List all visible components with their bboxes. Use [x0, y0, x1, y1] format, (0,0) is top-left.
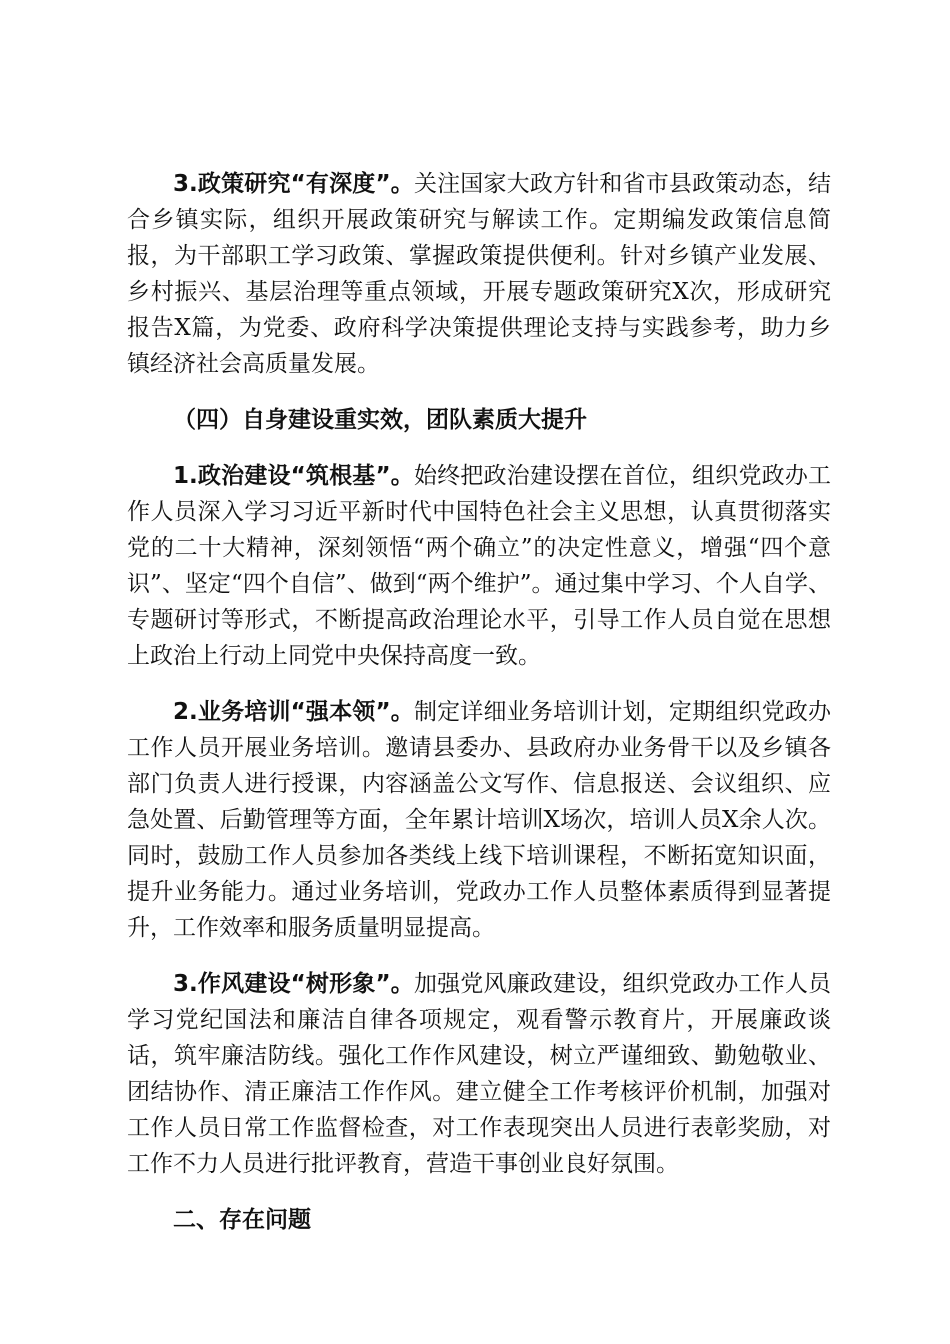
- paragraph-lead: 3.作风建设“树形象”。: [173, 971, 414, 997]
- paragraph-body: 制定详细业务培训计划，定期组织党政办工作人员开展业务培训。邀请县委办、县政府办业务骨干以及乡镇各部门负责人进行授课，内容涵盖公文写作、信息报送、会议组织、应急处置、后勤管理等方面，全年累计培训X场次，培训人员X余人次。同时，鼓励工作人员参加各类线上线下培训课程，不断拓宽知识面，提升业务能力。通过业务培训，党政办工作人员整体素质得到显著提升，工作效率和服务质量明显提高。: [127, 699, 831, 941]
- paragraph-business-training: [127, 694, 831, 946]
- paragraph-policy-research: [127, 166, 831, 382]
- paragraph-body: 始终把政治建设摆在首位，组织党政办工作人员深入学习习近平新时代中国特色社会主义思想，认真贯彻落实党的二十大精神，深刻领悟“两个确立”的决定性意义，增强“四个意识”、坚定“四个自信”、做到“两个维护”。通过集中学习、个人自学、专题研讨等形式，不断提高政治理论水平，引导工作人员自觉在思想上政治上行动上同党中央保持高度一致。: [127, 463, 831, 669]
- paragraph-body: 加强党风廉政建设，组织党政办工作人员学习党纪国法和廉洁自律各项规定，观看警示教育片，开展廉政谈话，筑牢廉洁防线。强化工作作风建设，树立严谨细致、勤勉敬业、团结协作、清正廉洁工作作风。建立健全工作考核评价机制，加强对工作人员日常工作监督检查，对工作表现突出人员进行表彰奖励，对工作不力人员进行批评教育，营造干事创业良好氛围。: [127, 971, 831, 1177]
- paragraph-body: 关注国家大政方针和省市县政策动态，结合乡镇实际，组织开展政策研究与解读工作。定期编发政策信息简报，为干部职工学习政策、掌握政策提供便利。针对乡镇产业发展、乡村振兴、基层治理等重点领域，开展专题政策研究X次，形成研究报告X篇，为党委、政府科学决策提供理论支持与实践参考，助力乡镇经济社会高质量发展。: [127, 171, 831, 377]
- paragraph-work-style: [127, 966, 831, 1182]
- paragraph-lead: 2.业务培训“强本领”。: [173, 699, 414, 725]
- document-page: [127, 166, 831, 1238]
- section-heading-existing-problems: 二、存在问题: [173, 1207, 311, 1233]
- paragraph-lead: 1.政治建设“筑根基”。: [173, 463, 414, 489]
- section-heading-self-building: （四）自身建设重实效，团队素质大提升: [173, 407, 587, 433]
- paragraph-political-building: [127, 458, 831, 674]
- paragraph-lead: 3.政策研究“有深度”。: [173, 171, 414, 197]
